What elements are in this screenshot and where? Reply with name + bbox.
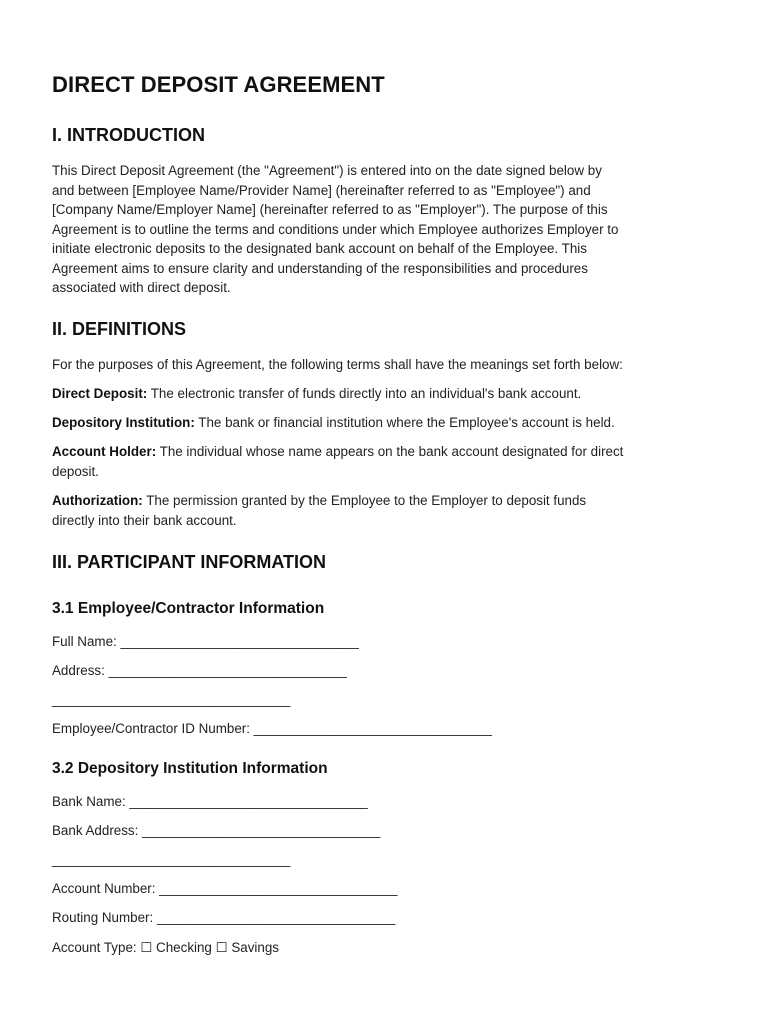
routing-number-field[interactable]: Routing Number: ________________________________ [52,910,396,925]
bank-address-field[interactable]: Bank Address: ________________________________ [52,823,381,838]
definitions-heading: II. DEFINITIONS [52,319,187,339]
bank-info-heading: 3.2 Depository Institution Information [52,760,328,777]
account-type-options[interactable]: Account Type: ☐ Checking ☐ Savings [52,940,279,955]
definition-text: The individual whose name appears on the bank account designated for direct [156,444,624,459]
definition-term: Depository Institution: [52,415,195,430]
definitions-lead: For the purposes of this Agreement, the following terms shall have the meanings set forth below: [52,357,623,372]
participant-heading: III. PARTICIPANT INFORMATION [52,552,326,572]
address-field[interactable]: Address: ________________________________ [52,663,347,678]
introduction-paragraph [52,161,724,298]
text-line: [Company Name/Employer Name] (hereinafter referred to as "Employer"). The purpose of this [52,202,608,217]
text-line: associated with direct deposit. [52,280,231,295]
definition-text: deposit. [52,463,99,479]
address-line2-field[interactable]: ________________________________ [52,692,291,707]
text-line: initiate electronic deposits to the designated bank account on behalf of the Employee. This [52,241,587,256]
definition-depository-institution [52,413,724,433]
definition-text: The electronic transfer of funds directly into an individual's bank account. [147,386,582,401]
contractor-id-field[interactable]: Employee/Contractor ID Number: ________________________________ [52,721,492,736]
definition-term: Account Holder: [52,444,157,459]
definition-text: The bank or financial institution where the Employee's account is held. [194,415,615,430]
text-line: Agreement is to outline the terms and conditions under which Employee authorizes Employer to [52,221,619,237]
definition-term: Direct Deposit: [52,386,148,401]
definition-account-holder [52,442,724,481]
definition-direct-deposit [52,384,724,404]
text-line: This Direct Deposit Agreement (the "Agreement") is entered into on the date signed below by [52,163,602,178]
definition-term: Authorization: [52,493,143,508]
full-name-field[interactable]: Full Name: ________________________________ [52,634,359,649]
employee-info-heading: 3.1 Employee/Contractor Information [52,600,325,617]
bank-address-line2-field[interactable]: ________________________________ [52,852,291,867]
document-title: DIRECT DEPOSIT AGREEMENT [52,72,385,97]
definition-text: directly into their bank account. [52,512,237,528]
bank-name-field[interactable]: Bank Name: ________________________________ [52,794,368,809]
introduction-heading: I. INTRODUCTION [52,125,205,145]
definition-text: The permission granted by the Employee to the Employer to deposit funds [142,493,587,508]
text-line: and between [Employee Name/Provider Name] (hereinafter referred to as "Employee") and [52,182,591,198]
account-number-field[interactable]: Account Number: ________________________________ [52,881,398,896]
text-line: Agreement aims to ensure clarity and understanding of the responsibilities and procedures [52,260,588,276]
definition-authorization [52,491,724,530]
